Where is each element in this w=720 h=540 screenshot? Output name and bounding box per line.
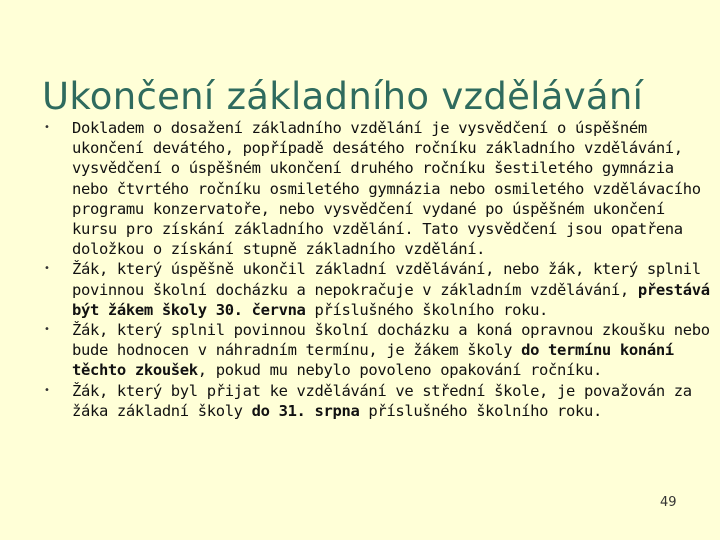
bullet-item-3 bbox=[42, 320, 710, 381]
slide-title: Ukončení základního vzdělávání bbox=[42, 74, 644, 118]
bullet-item-1 bbox=[42, 118, 710, 259]
bullet-item-4 bbox=[42, 381, 710, 421]
bullet-text-post: , pokud mu nebylo povoleno opakování ročníku. bbox=[197, 361, 602, 380]
bullet-item-2 bbox=[42, 259, 710, 320]
bullet-icon: • bbox=[44, 384, 50, 396]
bullet-text-emphasis: do 31. srpna bbox=[251, 401, 360, 420]
bullet-text-emphasis: do termínu konání těchto zkoušek bbox=[72, 341, 674, 380]
bullet-text-emphasis: přestává být žákem školy 30. června bbox=[72, 280, 710, 319]
bullet-text-post: příslušného školního roku. bbox=[305, 300, 549, 319]
bullet-list bbox=[42, 118, 710, 421]
bullet-text: Dokladem o dosažení základního vzdělání je vysvědčení o úspěšném ukončení devátého, popřípadě desátého ročníku základního vzdělávání, vysvědčení o úspěšném ukončení druhého ročníku šestiletého gymnázia nebo čtvrtého ročníku osmiletého gymnázia nebo osmiletého vzdělávacího programu konzervatoře, nebo vysvědčení vydané po úspěšném ukončení kursu pro získání základního vzdělání. Tato vysvědčení jsou opatřena doložkou o získání stupně základního vzdělání. bbox=[72, 119, 701, 259]
bullet-icon: • bbox=[44, 122, 50, 133]
bullet-icon: • bbox=[44, 263, 50, 275]
bullet-text-pre: Žák, který byl přijat ke vzdělávání ve střední škole, je považován za žáka základní školy bbox=[72, 381, 692, 420]
bullet-text-pre: Žák, který úspěšně ukončil základní vzdělávání, nebo žák, který splnil povinnou školní docházku a nepokračuje v základním vzdělávání, bbox=[72, 260, 701, 299]
bullet-text-post: příslušného školního roku. bbox=[359, 401, 602, 420]
bullet-text-pre: Žák, který splnil povinnou školní docházku a koná opravnou zkoušku nebo bude hodnocen v náhradním termínu, je žákem školy bbox=[72, 321, 710, 360]
bullet-icon: • bbox=[44, 324, 50, 336]
page-number: 49 bbox=[660, 495, 677, 510]
